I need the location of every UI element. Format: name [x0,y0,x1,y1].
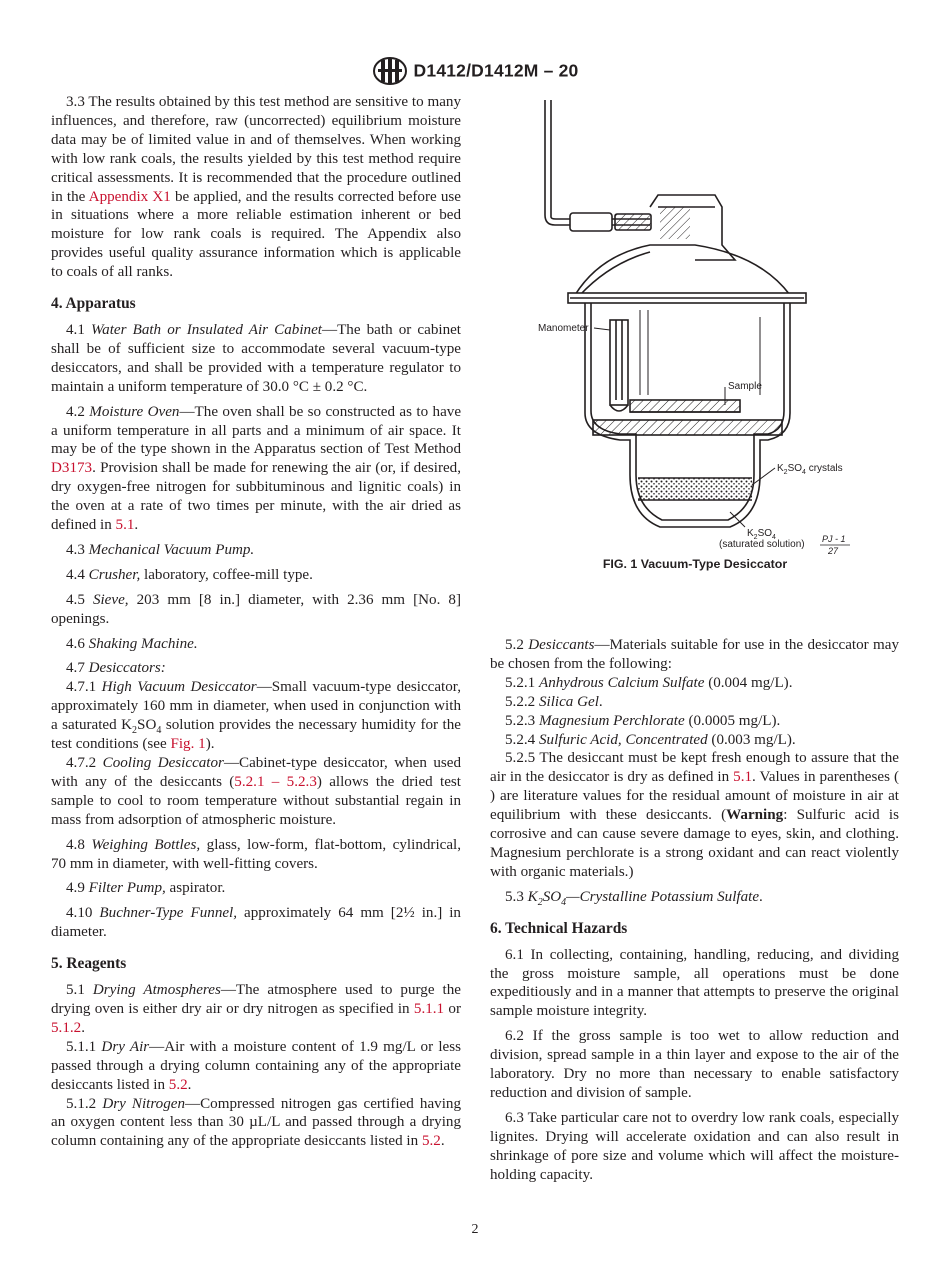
para-6-2: 6.2 If the gross sample is too wet to allow reduction and division, spread sample in a thin layer and expose to the air of the laboratory. Dry no more than necessary to enable satisfactory reduction and division of sample. [490,1028,899,1101]
para-4-4: 4.4 Crusher, laboratory, coffee-mill type. [66,566,313,583]
para-4-6: 4.6 Shaking Machine. [66,635,198,652]
para-6-3: 6.3 Take particular care not to overdry low rank coals, especially lignites. Drying will accelerate oxidation and can also result in shrinkage of pore size and volume which will affect the moisture-holding capacity. [490,1109,899,1183]
para-5-1-2: 5.1.2 Dry Nitrogen—Compressed nitrogen gas certified having an oxygen content less than 30 µL/L and passed through a drying column containing any of the appropriate desiccants listed in 5.2. [51,1095,461,1150]
para-4-7: 4.7 Desiccators: [66,660,166,677]
page-header [0,56,950,86]
astm-logo-icon [372,56,408,86]
standard-number: D1412/D1412M – 20 [413,60,579,81]
figure-1 [490,95,900,577]
pj-label: PJ - 1 [822,534,846,544]
para-5-2: 5.2 Desiccants—Materials suitable for use in the desiccator may be chosen from the following: [490,637,899,672]
manometer-label: Manometer [538,323,589,334]
sample-label: Sample [728,381,762,392]
right-column [490,636,899,1190]
para-5-2-2: 5.2.2 Silica Gel. [505,693,603,710]
para-4-3: 4.3 Mechanical Vacuum Pump. [66,541,255,558]
appendix-x1-link[interactable]: Appendix X1 [88,188,171,205]
para-6-1: 6.1 In collecting, containing, handling, reducing, and dividing the gross moisture sample, all operations must be done expeditiously and in a manner that attempts to preserve the original sample moisture integrity. [490,946,899,1020]
d3173-link[interactable]: D3173 [51,460,93,477]
figure-1-caption: FIG. 1 Vacuum-Type Desiccator [602,557,788,571]
para-4-10: 4.10 Buchner-Type Funnel, approximately 64 mm [2½ in.] in diameter. [51,905,461,941]
para-5-2-5: 5.2.5 The desiccant must be kept fresh enough to assure that the air in the desiccator is dry as defined in 5.1. Values in parentheses ( ) are literature values for the residual amount of moisture in air at equilibrium with these desiccants. (Warning: Sulfuric acid is corrosive and can cause severe damage to eyes, skin, and clothing. Magnesium perchlorate is a strong oxidant and can react violently with organic materials.) [490,750,899,880]
para-5-1: 5.1 Drying Atmospheres—The atmosphere used to purge the drying oven is either dry air or dry nitrogen as specified in 5.1.1 or 5.1.2. [51,982,461,1036]
para-4-1: 4.1 Water Bath or Insulated Air Cabinet—The bath or cabinet shall be of sufficient size to accommodate several vacuum-type desiccators, and shall be provided with a temperature regulator to maintain a uniform temperature of 30.0 °C ± 0.2 °C. [51,321,462,395]
fig-1-link[interactable]: Fig. 1 [170,736,206,753]
para-4-7-1: 4.7.1 High Vacuum Desiccator—Small vacuum-type desiccator, approximately 160 mm in diameter, when used in conjunction with a saturated $K_2SO_4$ solution provides the necessary humidity for the test conditions (see Fig. 1). [51,679,461,753]
para-4-2: 4.2 Moisture Oven—The oven shall be so constructed as to have a uniform temperature in all parts and a minimum of air space. It may be of the type shown in the Apparatus section of Test Method D3173. Provision shall be made for renewing the air (or, if desired, dry oxygen-free nitrogen for subbituminous and lignitic coals) in the oven at a rate of two times per minute, with the air dried as defined in 5.1. [51,403,462,534]
pj-number: 27 [828,546,839,556]
section-5-2-link[interactable]: 5.2 [168,1076,188,1093]
para-5-3: 5.3 $K_2SO_4—Crystalline$ Potassium Sulfate. [505,888,763,908]
section-5-1-link[interactable]: 5.1 [115,517,135,534]
para-5-1-1: 5.1.1 Dry Air—Air with a moisture content of 1.9 mg/L or less passed through a drying column containing any of the appropriate desiccants listed in 5.2. [51,1038,461,1093]
vacuum-desiccator-diagram [490,95,900,577]
para-3-3: 3.3 The results obtained by this test method are sensitive to many influences, and therefore, raw (uncorrected) equilibrium moisture data may be of limited value in and of themselves. When working with low rank coals, the results yielded by this test method require critical assessments. It is recommended that the procedure outlined in the Appendix X1 be applied, and the results corrected before use in situations where a more reliable estimation inherent or bed moisture for low rank coals is required. The Appendix also provides useful quality assurance information which is applicable to coals of all ranks. [51,94,461,281]
section-5-2-link[interactable]: 5.2 [421,1133,441,1150]
crystals-label: $K_2SO_4$ crystals [777,463,843,476]
para-5-2-4: 5.2.4 Sulfuric Acid, Concentrated (0.003 mg/L). [505,731,796,748]
para-4-5: 4.5 Sieve, 203 mm [8 in.] diameter, with 2.36 mm [No. 8] openings. [51,591,461,627]
section-5-1-2-link[interactable]: 5.1.2 [51,1019,82,1036]
section-6-heading: 6. Technical Hazards [490,919,628,937]
section-5-heading: 5. Reagents [51,955,127,973]
section-4-heading: 4. Apparatus [51,295,136,313]
solution-label-detail: (saturated solution) [719,539,805,550]
para-4-9: 4.9 Filter Pump, aspirator. [66,880,226,897]
section-5-1-link[interactable]: 5.1 [733,769,753,786]
section-5-1-1-link[interactable]: 5.1.1 [413,1000,445,1017]
para-5-2-1: 5.2.1 Anhydrous Calcium Sulfate (0.004 mg/L). [505,674,793,691]
page-number: 2 [471,1222,479,1237]
para-5-2-3: 5.2.3 Magnesium Perchlorate (0.0005 mg/L). [505,712,781,729]
left-column [51,93,461,1151]
desiccants-range-link[interactable]: 5.2.1 – 5.2.3 [234,773,317,790]
solution-label: $K_2SO_4$ [747,528,776,541]
para-4-7-2: 4.7.2 Cooling Desiccator—Cabinet-type desiccator, when used with any of the desiccants (5.2.1 – 5.2.3) allows the dried test sample to cool to room temperature without substantial regain in mass from adsorption of atmospheric moisture. [51,755,461,828]
para-4-8: 4.8 Weighing Bottles, glass, low-form, flat-bottom, cylindrical, 70 mm in diameter, with well-fitting covers. [51,836,461,872]
